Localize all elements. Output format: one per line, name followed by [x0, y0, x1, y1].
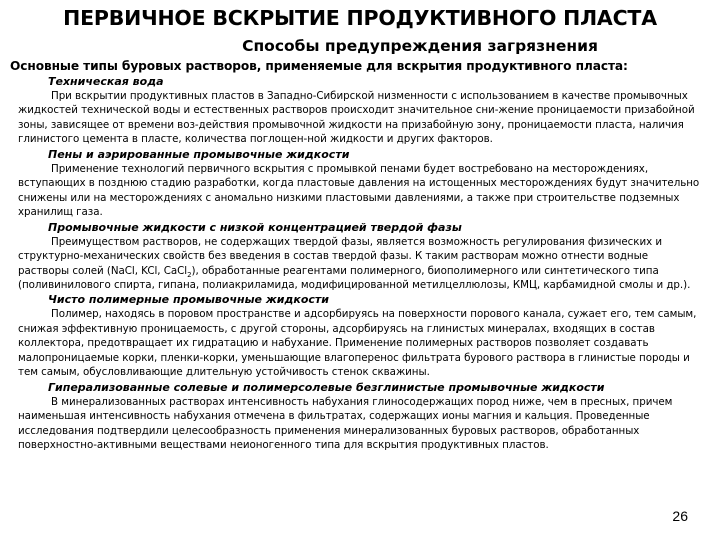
- content-body: [18, 75, 702, 454]
- section-text-low-solids-part1: Преимуществом растворов, не содержащих твердой фазы, является возможность регулирования физических и структурно-механических свойств без введения в состав твердой фазы. К таким растворам можно отнести водные растворы солей (NaCl, KCl, CaCl: [18, 235, 663, 277]
- page-title: ПЕРВИЧНОЕ ВСКРЫТИЕ ПРОДУКТИВНОГО ПЛАСТА: [63, 6, 657, 30]
- section-text-technical-water: При вскрытии продуктивных пластов в Западно-Сибирской низменности с использованием в качестве промывочных жидкостей технической воды и естественных растворов происходит значительное сни-жение проницаемости призабойной зоны, зависящее от времени воз-действия промывочной жидкости на призабойную зону, проницаемости пласта, наличия глинистого цемента в пласте, количества поглощен-ной жидкости и других факторов.: [18, 90, 695, 146]
- section-heading-polymer: Чисто полимерные промывочные жидкости: [48, 293, 330, 307]
- page-subtitle: Способы предупреждения загрязнения: [242, 37, 598, 55]
- section-text-saline: В минерализованных растворах интенсивность набухания глиносодержащих пород ниже, чем в пресных, причем наименьшая интенсивность набухания отмечена в фильтратах, содержащих ионы магния и кальция. Проведенные исследования подтвердили целесообразность применения минерализованных буровых растворов, обработанных поверхностно-активными веществами неионогенного типа для вскрытия продуктивных пластов.: [18, 395, 673, 452]
- intro-text: Основные типы буровых растворов, применяемые для вскрытия продуктивного пласта:: [10, 59, 628, 73]
- section-text-foams: Применение технологий первичного вскрытия с промывкой пенами будет востребовано на месторождениях, вступающих в позднюю стадию разработки, когда пластовые давления на истощенных месторождениях будут значительно снижены или на месторождениях с аномально низкими пластовыми давлениями, а также при строительстве подземных хранилищ газа.: [18, 162, 700, 219]
- section-heading-foams: Пены и аэрированные промывочные жидкости: [48, 147, 350, 161]
- section-heading-saline: Гиперализованные солевые и полимерсолевые безглинистые промывочные жидкости: [48, 380, 605, 394]
- section-heading-technical-water: Техническая вода: [48, 75, 164, 88]
- page-number: 26: [672, 508, 688, 524]
- section-text-low-solids: [18, 235, 702, 293]
- section-heading-low-solids: Промывочные жидкости с низкой концентрацией твердой фазы: [48, 220, 462, 234]
- section-text-polymer: Полимер, находясь в поровом пространстве и адсорбируясь на поверхности порового канала, сужает его, тем самым, снижая эффективную проницаемость, с другой стороны, адсорбируясь на глинистых минералах, входящих в состав коллектора, предотвращает их гидратацию и набухание. Применение полимерных растворов позволяет создавать малопроницаемые корки, пленки-корки, уменьшающие влагоперенос фильтрата бурового раствора в глинистые породы и тем самым, обусловливающие длительную устойчивость стенок скважины.: [18, 308, 697, 379]
- subscript: 2: [187, 270, 192, 279]
- section-text-low-solids-part2: ), обработанные реагентами полимерного, биополимерного или синтетического типа (поливинилового спирта, гипана, полиакриламида, модифицированной метилцеллюлозы, КМЦ, карбамидной смолы и др.).: [18, 264, 691, 291]
